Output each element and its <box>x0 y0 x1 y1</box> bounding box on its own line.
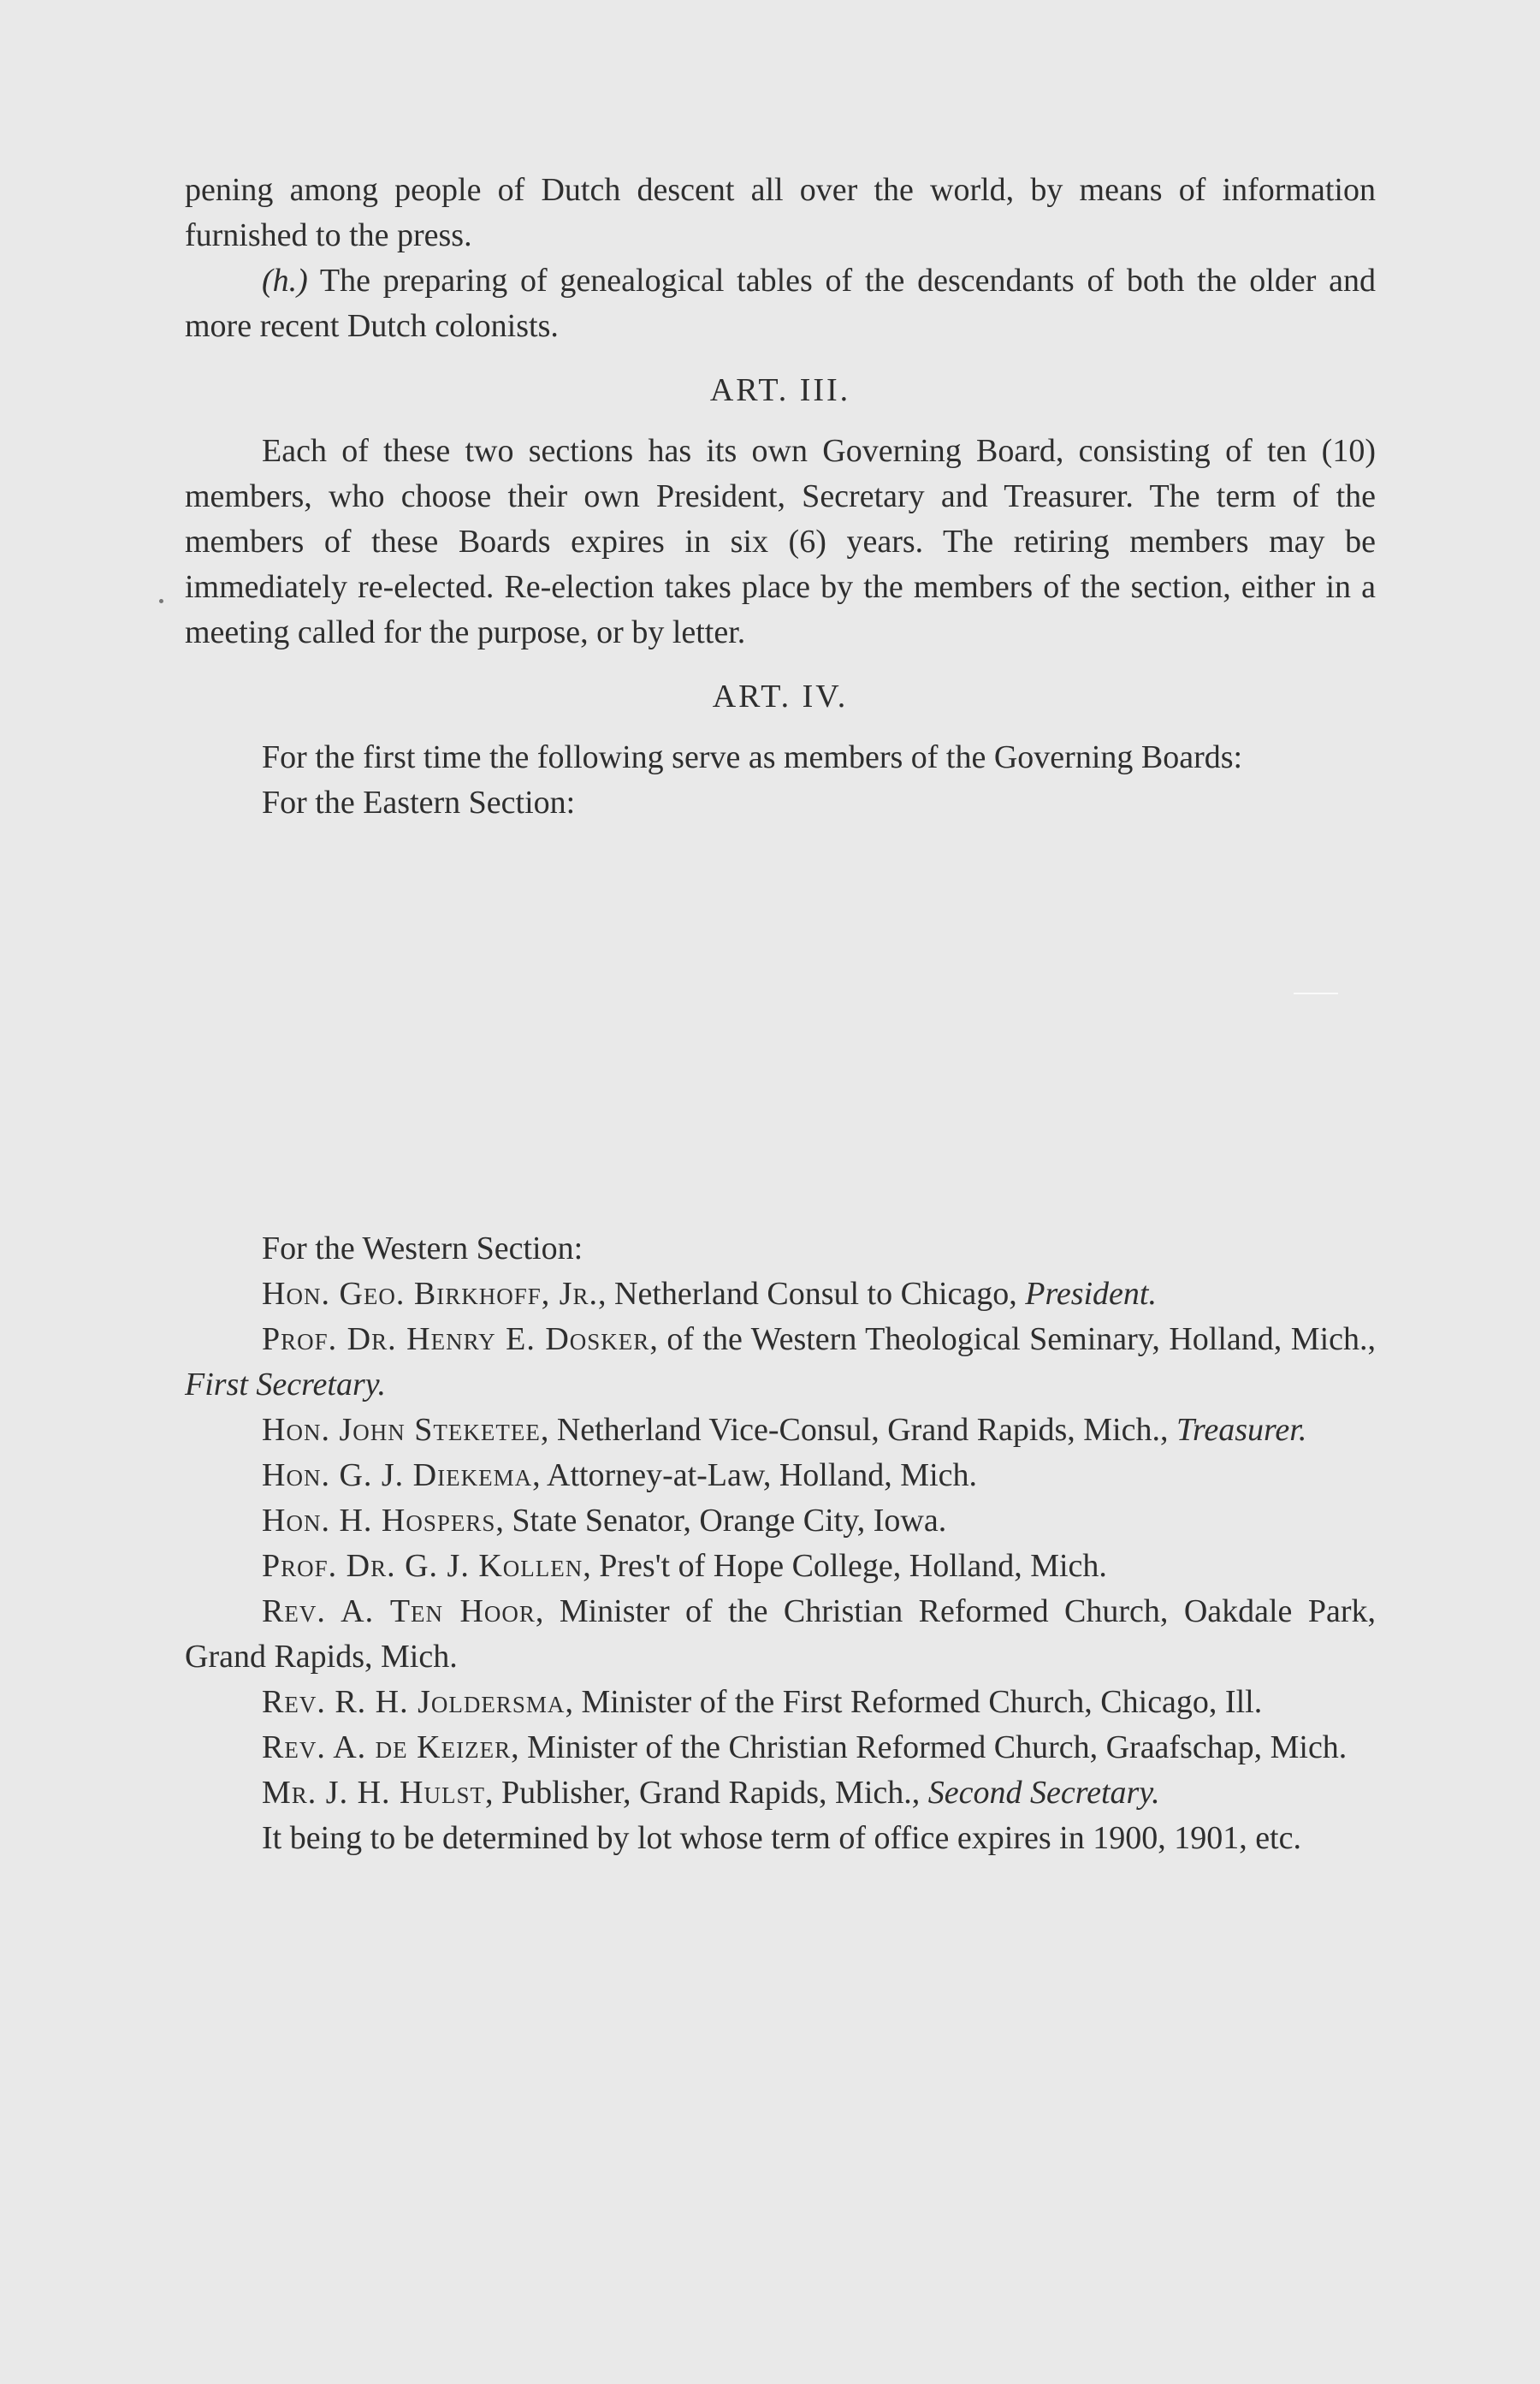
member-desc: , State Senator, Orange City, Iowa. <box>495 1503 947 1539</box>
member-entry <box>185 1408 1376 1453</box>
member-name: Rev. A. de Keizer <box>262 1729 512 1765</box>
closing-paragraph: It being to be determined by lot whose term of office expires in 1900, 1901, etc. <box>262 1820 1301 1856</box>
member-role: First Secretary. <box>185 1367 386 1403</box>
member-desc: , Attorney-at-Law, Holland, Mich. <box>532 1457 977 1493</box>
item-h-paragraph <box>185 258 1376 349</box>
member-name: Hon. Geo. Birkhoff, Jr. <box>262 1276 599 1312</box>
member-name: Hon. John Steketee <box>262 1412 541 1448</box>
member-role: Second Secretary. <box>927 1775 1160 1811</box>
member-desc: , Minister of the First Reformed Church, Chicago, Ill. <box>565 1684 1263 1720</box>
member-name: Rev. A. Ten Hoor <box>262 1593 536 1629</box>
eastern-section-label: For the Eastern Section: <box>262 785 576 821</box>
member-entry <box>185 1589 1376 1680</box>
margin-dot <box>159 599 163 603</box>
member-name: Prof. Dr. Henry E. Dosker <box>262 1321 650 1357</box>
member-name: Hon. G. J. Diekema <box>262 1457 533 1493</box>
art3-text: Each of these two sections has its own Governing Board, consisting of ten (10) members, who choose their own President, Secretary and Treasurer. The term of the members of these Boards expires in six (6) years. The retiring members may be immediately re-elected. Re-election takes place by the members of the section, either in a meeting called for the purpose, or by letter. <box>185 433 1376 650</box>
member-entry <box>185 1544 1376 1589</box>
member-name: Prof. Dr. G. J. Kollen <box>262 1548 583 1584</box>
member-desc: , Netherland Vice-Consul, Grand Rapids, Mich., <box>540 1412 1176 1448</box>
member-entry <box>185 1317 1376 1408</box>
art3-heading: ART. III. <box>709 372 851 408</box>
member-desc: , Publisher, Grand Rapids, Mich., <box>484 1775 928 1811</box>
member-role: Treasurer. <box>1176 1412 1307 1448</box>
art4-heading: ART. IV. <box>712 679 849 715</box>
member-desc: , of the Western Theological Seminary, Holland, Mich., <box>649 1321 1376 1357</box>
item-h-text: The preparing of genealogical tables of the descendants of both the older and more recent Dutch colonists. <box>185 263 1376 344</box>
member-desc: , Minister of the Christian Reformed Church, Oakdale Park, Grand Rapids, Mich. <box>185 1593 1376 1675</box>
member-desc: , Pres't of Hope College, Holland, Mich. <box>583 1548 1107 1584</box>
member-desc: , Minister of the Christian Reformed Church, Graafschap, Mich. <box>511 1729 1348 1765</box>
member-name: Mr. J. H. Hulst <box>262 1775 485 1811</box>
member-entry <box>185 1272 1376 1317</box>
member-desc: , Netherland Consul to Chicago, <box>598 1276 1026 1312</box>
item-h-marker: (h.) <box>262 263 308 299</box>
member-name: Rev. R. H. Joldersma <box>262 1684 566 1720</box>
member-name: Hon. H. Hospers <box>262 1503 496 1539</box>
member-entry <box>185 1680 1376 1725</box>
member-entry <box>185 1453 1376 1498</box>
member-entry <box>185 1498 1376 1544</box>
member-entry <box>185 1725 1376 1770</box>
member-entry <box>185 1770 1376 1816</box>
text-column <box>185 168 1376 1861</box>
member-role: President. <box>1025 1276 1157 1312</box>
art4-text: For the first time the following serve as members of the Governing Boards: <box>262 739 1243 775</box>
intro-paragraph: pening among people of Dutch descent all over the world, by means of information furnished to the press. <box>185 172 1376 253</box>
western-section-label: For the Western Section: <box>262 1231 583 1266</box>
blank-space <box>185 826 1376 1226</box>
